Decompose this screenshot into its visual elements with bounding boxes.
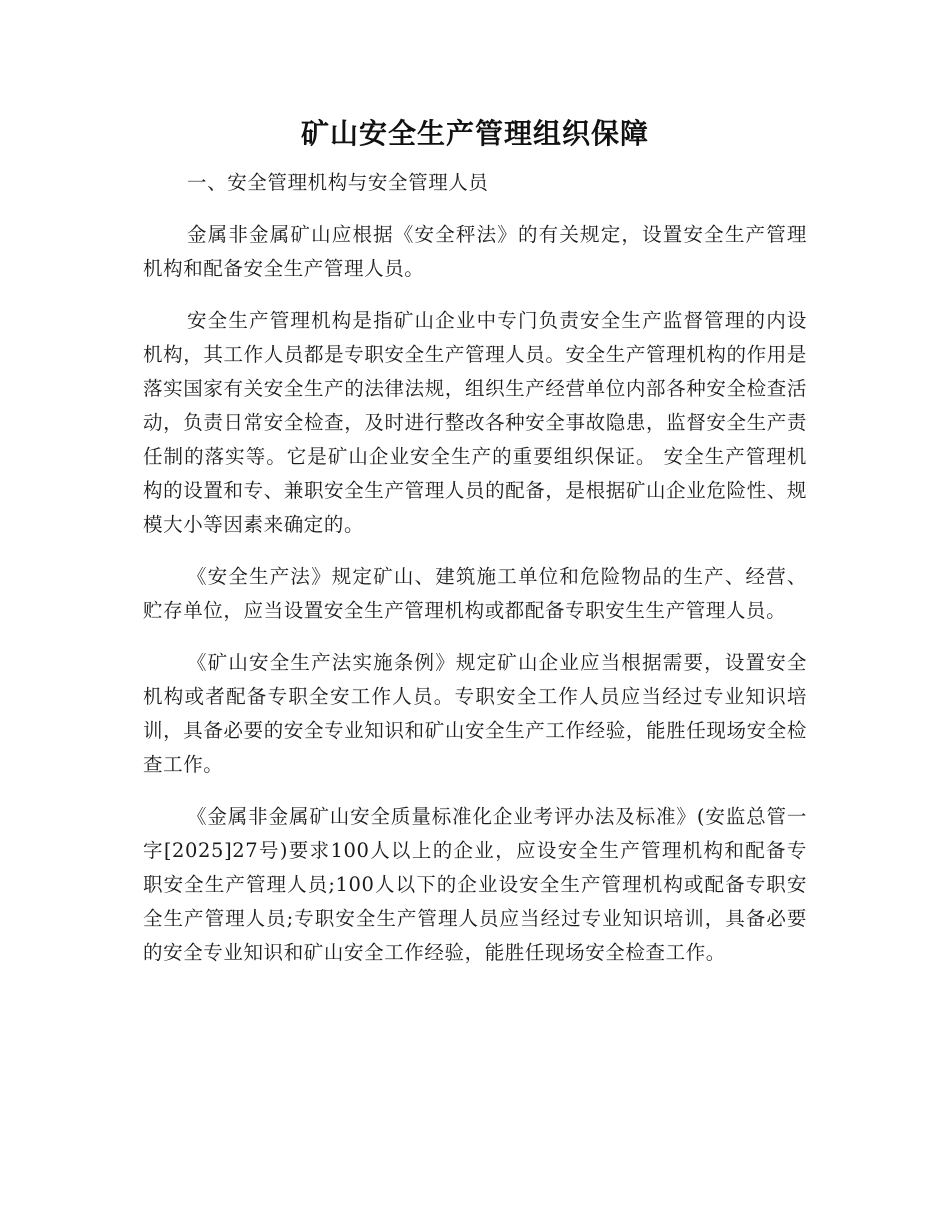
document-title: 矿山安全生产管理组织保障	[300, 117, 649, 150]
document-body	[143, 166, 807, 988]
paragraph: 金属非金属矿山应根据《安全秤法》的有关规定，设置安全生产管理机构和配备安全生产管理人员。	[143, 223, 807, 280]
paragraph: 《安全生产法》规定矿山、建筑施工单位和危险物品的生产、经营、贮存单位，应当设置安全生产管理机构或都配备专职安生生产管理人员。	[143, 565, 807, 622]
paragraph: 《金属非金属矿山安全质量标准化企业考评办法及标准》(安监总管一字[2025]27号)要求100人以上的企业，应设安全生产管理机构和配备专职安全生产管理人员;100人以下的企业设安全生产管理机构或配备专职安全生产管理人员;专职安全生产管理人员应当经过专业知识培训，具备必要的安全专业知识和矿山安全工作经验，能胜任现场安全检查工作。	[143, 805, 807, 964]
section-heading: 一、安全管理机构与安全管理人员	[187, 171, 489, 194]
paragraph: 安全生产管理机构是指矿山企业中专门负责安全生产监督管理的内设机构，其工作人员都是专职安全生产管理人员。安全生产管理机构的作用是落实国家有关安全生产的法律法规，组织生产经营单位内部各种安全检查活动，负责日常安全检查，及时进行整改各种安全事故隐患，监督安全生产责任制的落实等。它是矿山企业安全生产的重要组织保证。 安全生产管理机构的设置和专、兼职安全生产管理人员的配备，是根据矿山企业危险性、规模大小等因素来确定的。	[143, 309, 807, 536]
paragraph: 《矿山安全生产法实施条例》规定矿山企业应当根据需要，设置安全机构或者配备专职全安工作人员。专职安全工作人员应当经过专业知识培训，具备必要的安全专业知识和矿山安全生产工作经验，能胜任现场安全检查工作。	[143, 651, 807, 776]
